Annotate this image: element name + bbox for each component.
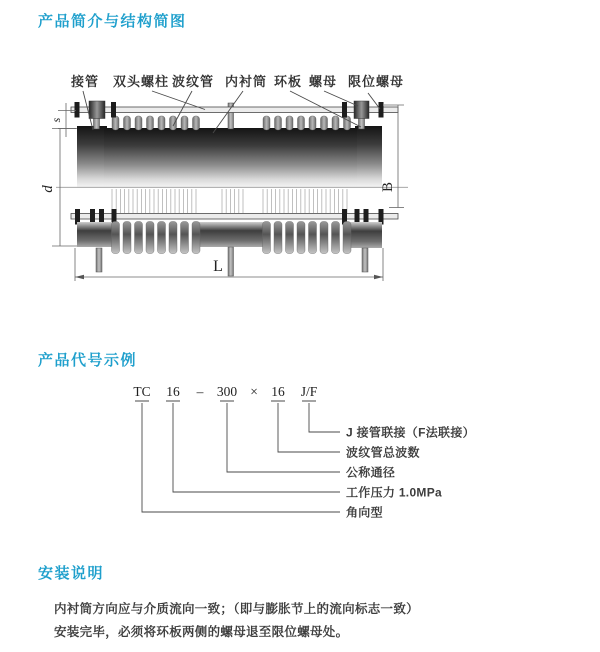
part-labels — [70, 74, 404, 89]
dimension-B — [380, 105, 404, 208]
bellows-section-lines — [112, 189, 347, 213]
nut-block — [354, 101, 369, 119]
nut — [342, 102, 347, 118]
code-part-times: × — [250, 384, 258, 399]
callout-nominal-diameter: 公称通径 — [346, 465, 396, 480]
part-label-nut: 螺母 — [308, 74, 338, 89]
callout-working-pressure: 工作压力 1.0MPa — [346, 485, 442, 500]
limit-nut — [75, 102, 80, 118]
install-line-2: 安装完毕，必须将环板两侧的螺母退至限位螺母处。 — [54, 625, 349, 639]
part-label-connecting-pipe: 接管 — [70, 74, 100, 89]
code-part-pressure: 16 — [166, 384, 180, 399]
part-label-limit-nut: 限位螺母 — [347, 74, 405, 89]
nut — [111, 102, 116, 118]
code-part-waves: 16 — [271, 384, 285, 399]
code-part-connection: J/F — [300, 384, 318, 399]
nut-block — [89, 101, 105, 119]
section-title-install: 安装说明 — [38, 565, 105, 582]
dim-label-s: s — [49, 117, 63, 123]
callout-angular-type: 角向型 — [346, 505, 383, 520]
limit-nut — [379, 102, 384, 118]
part-label-double-end-stud: 双头螺柱 — [112, 74, 170, 89]
code-callout-labels — [346, 425, 475, 520]
section-title-intro: 产品简介与结构简图 — [38, 13, 187, 30]
right-end-pipe — [355, 126, 382, 187]
left-end-pipe — [77, 126, 107, 187]
callout-wave-count: 波纹管总波数 — [346, 445, 420, 460]
product-code — [133, 384, 317, 399]
section-title-code-example: 产品代号示例 — [38, 352, 138, 369]
install-instructions — [54, 598, 574, 644]
part-label-bellows: 波纹管 — [171, 74, 215, 89]
shell-upper — [104, 128, 357, 187]
part-label-inner-liner: 内衬筒 — [224, 74, 268, 89]
center-stud-lower — [228, 247, 234, 276]
expansion-joint-structure-diagram — [0, 0, 600, 310]
product-code-breakdown-diagram — [0, 370, 600, 530]
install-line-1: 内衬筒方向应与介质流向一致；（即与膨胀节上的流向标志一致） — [54, 602, 419, 616]
code-connector-lines — [135, 401, 340, 512]
joint-body-lower — [77, 222, 382, 277]
dim-label-L: L — [213, 258, 223, 275]
right-stud-lower — [362, 248, 368, 272]
part-label-ring-plate: 环板 — [273, 74, 303, 89]
dim-label-B: B — [380, 181, 396, 193]
code-part-dash: – — [196, 384, 204, 399]
left-stud-lower — [96, 248, 102, 272]
joint-body-upper — [77, 103, 382, 187]
callout-connection: J 接管联接（F法联接） — [346, 425, 475, 440]
code-part-type: TC — [133, 384, 151, 399]
code-part-diameter: 300 — [216, 384, 238, 399]
dim-label-d: d — [40, 185, 56, 193]
